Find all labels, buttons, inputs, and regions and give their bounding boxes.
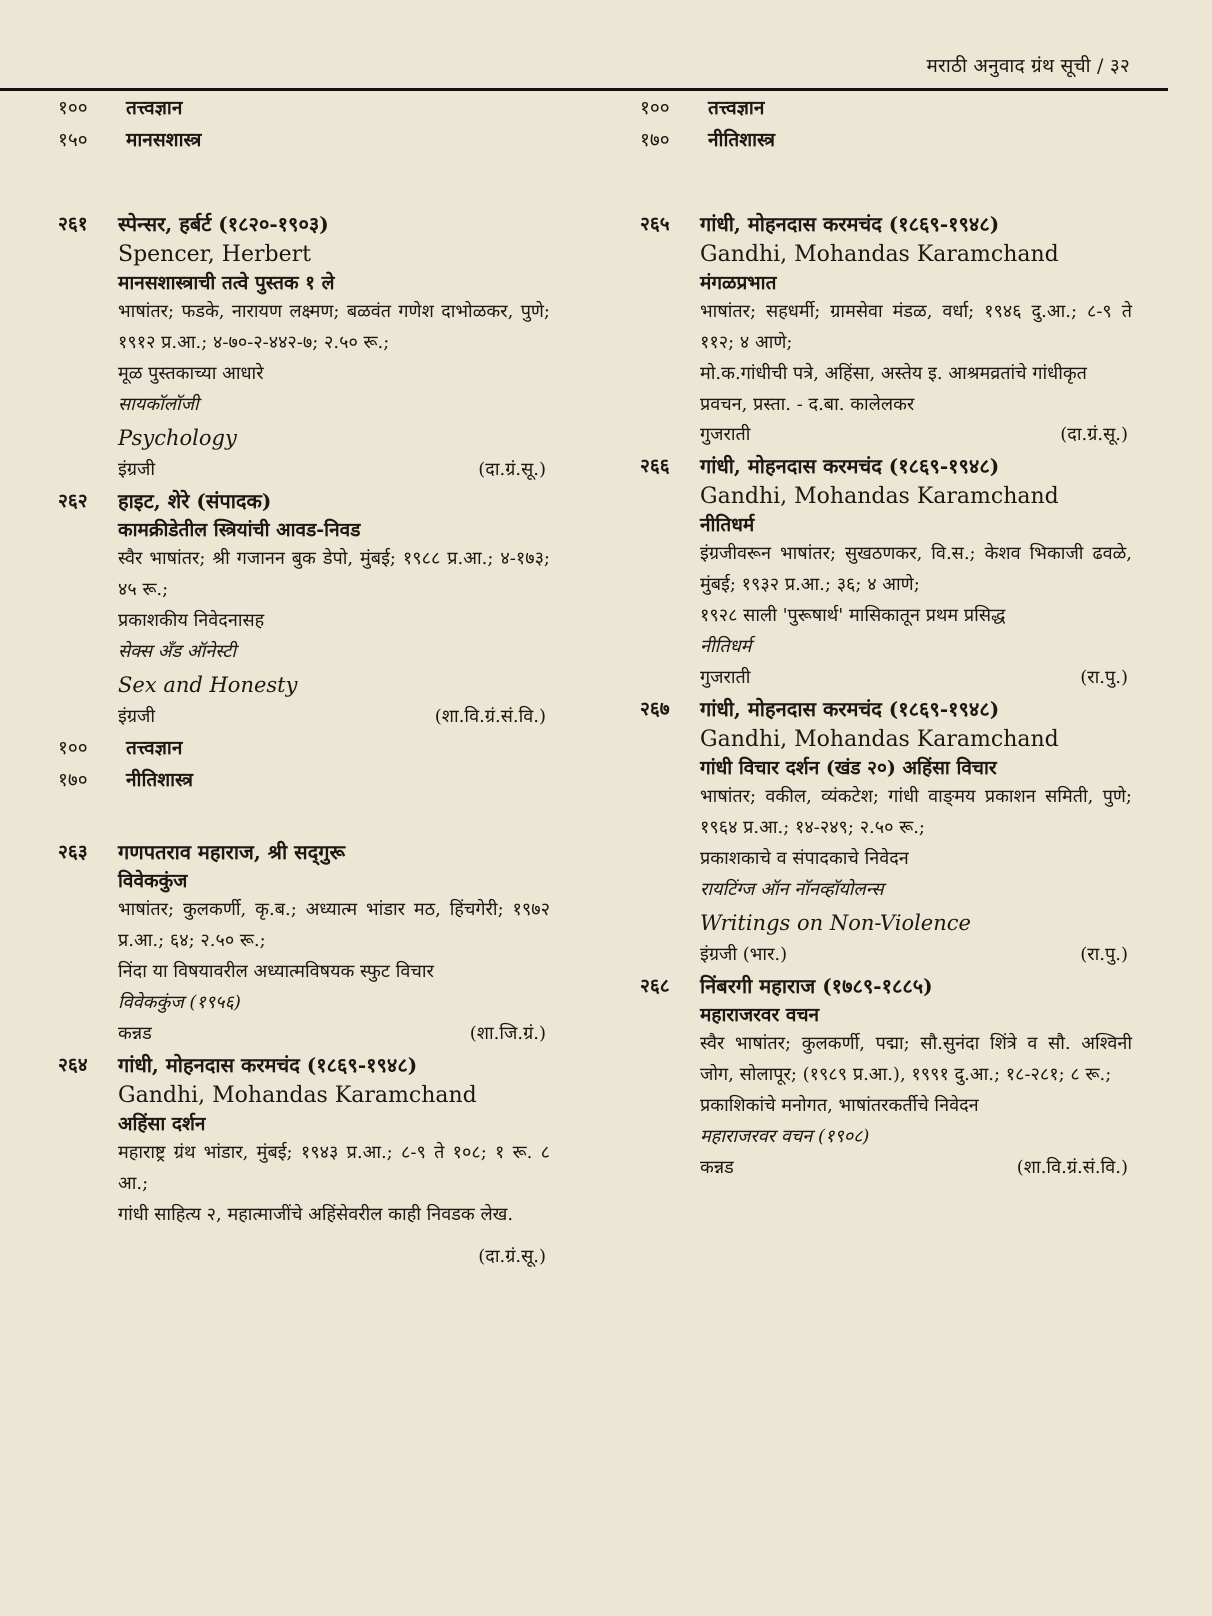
entry-language: इंग्रजी (भार.)	[700, 944, 788, 965]
entry-source: (दा.ग्रं.सू.)	[1060, 424, 1128, 445]
entry-author: स्पेन्सर, हर्बर्ट (१८२०-१९०३)	[118, 212, 329, 236]
entry-original-title: Sex and Honesty	[118, 673, 298, 697]
entry-note: प्रकाशकीय निवेदनासह	[118, 610, 265, 631]
catalog-entry	[640, 970, 1132, 1183]
entry-author: गांधी, मोहनदास करमचंद (१८६९-१९४८)	[700, 454, 1000, 478]
entry-number: २६१	[58, 213, 88, 235]
entry-note: प्रकाशिकांचे मनोगत, भाषांतरकर्तीचे निवेदन	[700, 1095, 979, 1116]
catalog-entry	[58, 836, 550, 1049]
entry-source: (रा.पु.)	[1080, 667, 1128, 688]
entry-number: २६६	[640, 455, 670, 477]
entry-original-title-devanagari: सायकॉलॉजी	[118, 394, 199, 415]
entry-note: मूळ पुस्तकाच्या आधारे	[118, 363, 264, 384]
subject-code: १००	[58, 737, 88, 759]
entry-author: गांधी, मोहनदास करमचंद (१८६९-१९४८)	[700, 697, 1000, 721]
subject-name: तत्त्वज्ञान	[126, 737, 183, 759]
catalog-entry	[58, 485, 550, 732]
entry-publication: भाषांतर; सहधर्मी; ग्रामसेवा मंडळ, वर्धा; १९४६ दु.आ.; ८-९ ते ११२; ४ आणे;	[700, 301, 1132, 353]
entry-title: मंगळप्रभात	[700, 272, 777, 294]
entry-author: निंबरगी महाराज (१७८९-१८८५)	[700, 974, 933, 998]
entry-number: २६५	[640, 213, 670, 235]
entry-original-title-devanagari: रायटिंग्ज ऑन नॉनव्हॉयोलन्स	[700, 879, 884, 900]
left-column	[58, 92, 550, 1272]
entry-note: मो.क.गांधीची पत्रे, अहिंसा, अस्तेय इ. आश्रमव्रतांचे गांधीकृत प्रवचन, प्रस्ता. - द.बा. कालेलकर	[700, 363, 1087, 415]
entry-author-roman: Gandhi, Mohandas Karamchand	[700, 484, 1059, 509]
entry-original-title-devanagari: नीतिधर्म	[700, 636, 752, 657]
page-title: मराठी अनुवाद ग्रंथ सूची / ३२	[926, 55, 1130, 77]
entry-publication: स्वैर भाषांतर; श्री गजानन बुक डेपो, मुंबई; १९८८ प्र.आ.; ४-१७३; ४५ रू.;	[118, 548, 550, 600]
entry-author-roman: Gandhi, Mohandas Karamchand	[700, 242, 1059, 267]
entry-number: २६३	[58, 841, 88, 863]
entry-source: (शा.वि.ग्रं.सं.वि.)	[1016, 1157, 1128, 1178]
entry-original-title: Psychology	[118, 426, 237, 450]
catalog-entry	[58, 208, 550, 485]
entry-note: १९२८ साली 'पुरूषार्थ' मासिकातून प्रथम प्रसिद्ध	[700, 605, 1006, 626]
entry-language: इंग्रजी	[118, 706, 156, 727]
subject-heading	[58, 92, 550, 124]
entry-original-title: Writings on Non-Violence	[700, 911, 971, 935]
entry-note: निंदा या विषयावरील अध्यात्मविषयक स्फुट विचार	[118, 961, 434, 982]
entry-title: नीतिधर्म	[700, 514, 755, 536]
entry-language: कन्नड	[700, 1157, 734, 1178]
subject-name: तत्त्वज्ञान	[126, 97, 183, 119]
entry-original-title-devanagari: सेक्स अँड ऑनेस्टी	[118, 641, 237, 662]
catalog-entry	[640, 693, 1132, 970]
subject-heading	[58, 732, 550, 764]
entry-author: हाइट, शेरे (संपादक)	[118, 489, 272, 513]
catalog-entry	[640, 450, 1132, 693]
entry-title: अहिंसा दर्शन	[118, 1113, 206, 1135]
entry-language: इंग्रजी	[118, 459, 156, 480]
subject-name: नीतिशास्त्र	[708, 129, 775, 151]
catalog-entry	[640, 208, 1132, 450]
entry-title: विवेककुंज	[118, 870, 188, 892]
entry-title: कामक्रीडेतील स्त्रियांची आवड-निवड	[118, 519, 361, 541]
entry-number: २६४	[58, 1054, 88, 1076]
entry-author-roman: Spencer, Herbert	[118, 242, 311, 267]
entry-publication: भाषांतर; वकील, व्यंकटेश; गांधी वाङ्‌मय प्रकाशन समिती, पुणे; १९६४ प्र.आ.; १४-२४९; २.५० रू.;	[700, 786, 1132, 838]
entry-original-title-devanagari: महाराजरवर वचन (१९०८)	[700, 1126, 870, 1147]
entry-publication: इंग्रजीवरून भाषांतर; सुखठणकर, वि.स.; केशव भिकाजी ढवळे, मुंबई; १९३२ प्र.आ.; ३६; ४ आणे;	[700, 543, 1132, 595]
entry-note: गांधी साहित्य २, महात्माजींचे अहिंसेवरील काही निवडक लेख.	[118, 1204, 514, 1225]
entry-language: गुजराती	[700, 667, 751, 688]
subject-name: नीतिशास्त्र	[126, 769, 193, 791]
subject-name: तत्त्वज्ञान	[708, 97, 765, 119]
subject-code: १७०	[58, 769, 88, 791]
subject-heading	[640, 92, 1132, 124]
entry-author: गणपतराव महाराज, श्री सद्‍गुरू	[118, 840, 346, 864]
subject-code: १००	[58, 97, 88, 119]
entry-author-roman: Gandhi, Mohandas Karamchand	[118, 1083, 477, 1108]
entry-publication: भाषांतर; फडके, नारायण लक्ष्मण; बळवंत गणेश दाभोळकर, पुणे; १९१२ प्र.आ.; ४-७०-२-४४२-७; २.५० रू.;	[118, 301, 550, 353]
entry-source: (शा.वि.ग्रं.सं.वि.)	[434, 706, 546, 727]
entry-publication: भाषांतर; कुलकर्णी, कृ.ब.; अध्यात्म भांडार मठ, हिंचगेरी; १९७२ प्र.आ.; ६४; २.५० रू.;	[118, 899, 550, 951]
page-header	[0, 44, 1168, 91]
subject-name: मानसशास्त्र	[126, 129, 202, 151]
entry-source: (रा.पु.)	[1080, 944, 1128, 965]
entry-number: २६७	[640, 698, 670, 720]
entry-original-title-devanagari: विवेककुंज (१९५६)	[118, 992, 241, 1013]
right-column	[640, 92, 1132, 1183]
catalog-entry	[58, 1049, 550, 1272]
entry-language: कन्नड	[118, 1023, 152, 1044]
entry-source: (शा.जि.ग्रं.)	[469, 1023, 546, 1044]
entry-author: गांधी, मोहनदास करमचंद (१८६९-१९४८)	[700, 212, 1000, 236]
entry-number: २६२	[58, 490, 88, 512]
entry-note: प्रकाशकाचे व संपादकाचे निवेदन	[700, 848, 909, 869]
entry-title: मानसशास्त्राची तत्वे पुस्तक १ ले	[118, 272, 335, 294]
entry-publication: स्वैर भाषांतर; कुलकर्णी, पद्मा; सौ.सुनंदा शिंत्रे व सौ. अश्विनी जोग, सोलापूर; (१९८९ प्र.आ.), १९९१ दु.आ.; १८-२८१; ८ रू.;	[700, 1033, 1132, 1085]
entry-publication: महाराष्ट्र ग्रंथ भांडार, मुंबई; १९४३ प्र.आ.; ८-९ ते १०८; १ रू. ८ आ.;	[118, 1142, 550, 1194]
subject-heading	[58, 764, 550, 796]
subject-heading	[58, 124, 550, 156]
entry-title: गांधी विचार दर्शन (खंड २०) अहिंसा विचार	[700, 757, 997, 779]
subject-code: १५०	[58, 129, 88, 151]
subject-code: १००	[640, 97, 670, 119]
entry-title: महाराजरवर वचन	[700, 1004, 820, 1026]
subject-code: १७०	[640, 129, 670, 151]
entry-author-roman: Gandhi, Mohandas Karamchand	[700, 727, 1059, 752]
subject-heading	[640, 124, 1132, 156]
entry-source: (दा.ग्रं.सू.)	[478, 1246, 546, 1267]
entry-language: गुजराती	[700, 424, 751, 445]
entry-author: गांधी, मोहनदास करमचंद (१८६९-१९४८)	[118, 1053, 418, 1077]
entry-source: (दा.ग्रं.सू.)	[478, 459, 546, 480]
entry-number: २६८	[640, 975, 670, 997]
